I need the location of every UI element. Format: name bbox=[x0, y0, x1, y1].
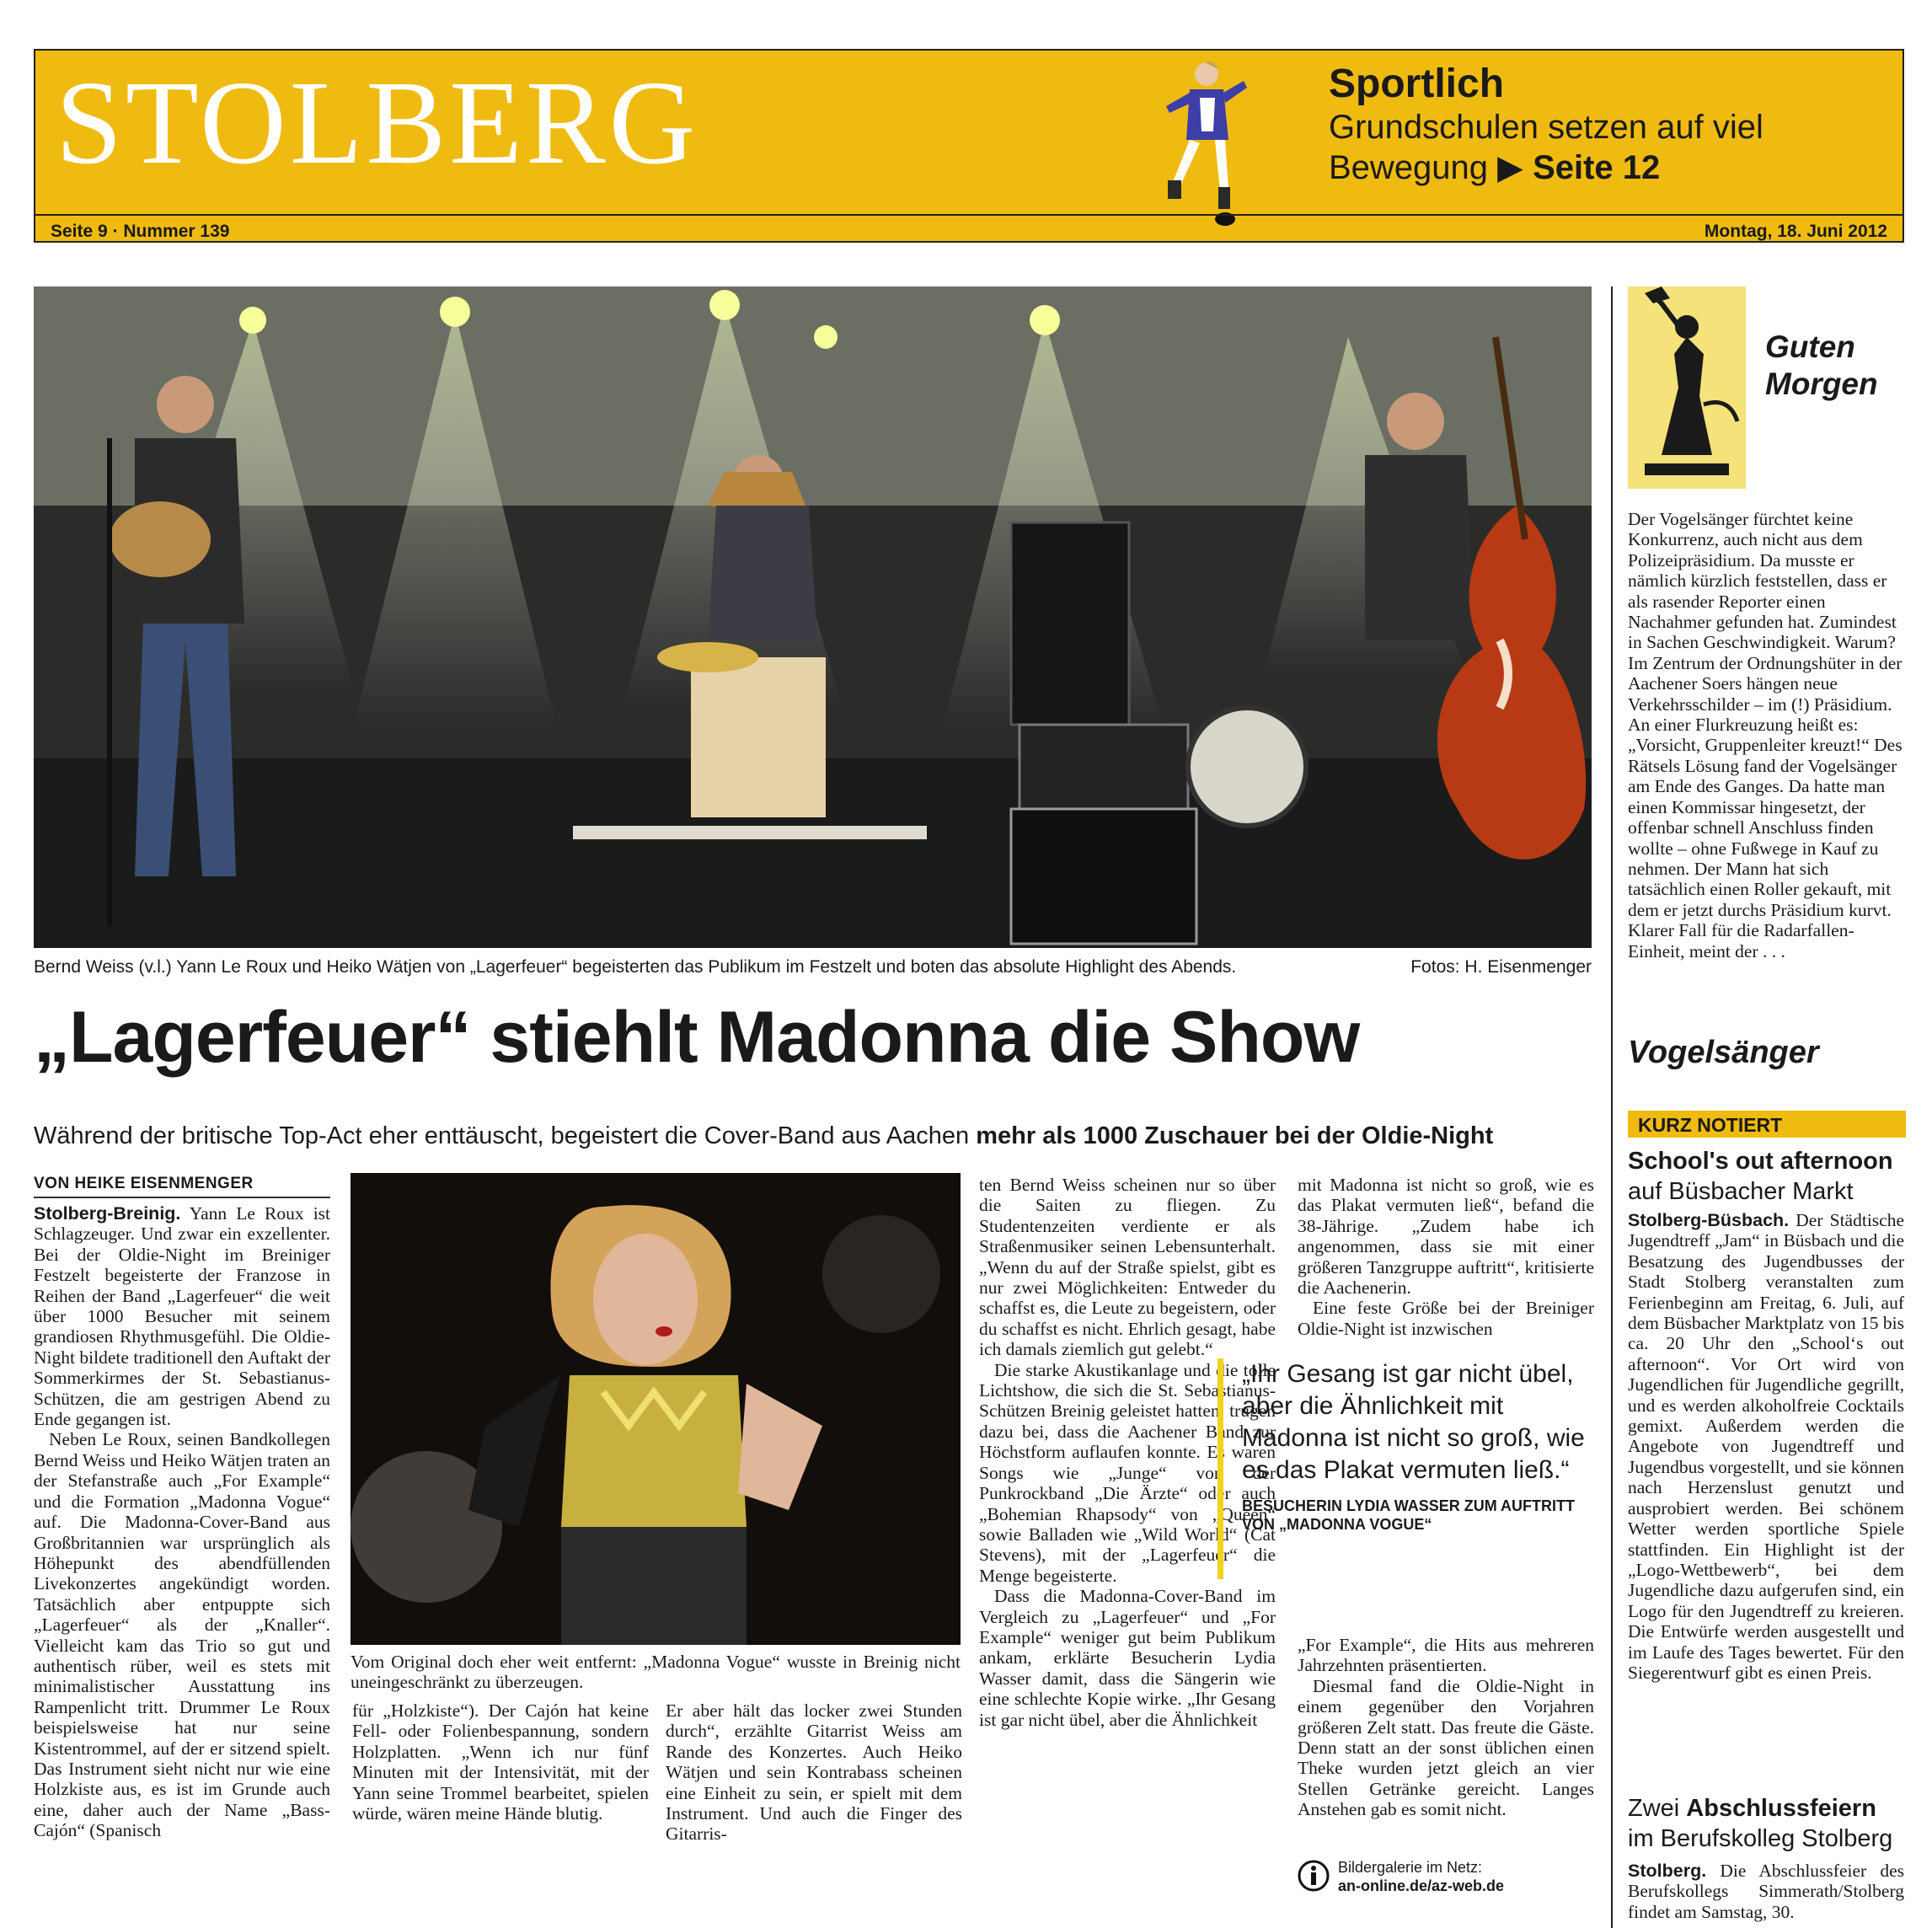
guten-morgen-text bbox=[1628, 509, 1904, 961]
paragraph: mit Madonna ist nicht so groß, wie es das Plakat vermuten ließ“, befand die 38-Jährige. „Zudem habe ich angenommen, dass sie mit einer größeren Tanzgruppe auftritt“, kritisierte die Aachenerin. bbox=[1298, 1175, 1594, 1299]
brief-2-headline bbox=[1628, 1793, 1892, 1854]
brief-1-text bbox=[1628, 1210, 1904, 1683]
title-line: Guten bbox=[1765, 329, 1855, 364]
column-divider bbox=[1611, 287, 1613, 1928]
madonna-photo-caption bbox=[351, 1652, 961, 1693]
gallery-url[interactable]: an-online.de/az-web.de bbox=[1338, 1877, 1505, 1894]
page-info: Seite 9 · Nummer 139 bbox=[51, 222, 230, 241]
article-headline: „Lagerfeuer“ stiehlt Madonna die Show bbox=[34, 997, 1360, 1078]
article-subhead bbox=[34, 1122, 1493, 1150]
guten-morgen-title bbox=[1765, 329, 1878, 403]
article-column-3 bbox=[666, 1700, 962, 1845]
paragraph: „For Example“, die Hits aus mehreren Jahrzehnten präsentierten. bbox=[1298, 1635, 1594, 1676]
paragraph: für „Holzkiste“). Der Cajón hat keine Fell- oder Folienbespannung, sondern Holzplatten. „Wenn ich nur fünf Minuten mit der Intensivität, mit der Yann seine Trommel bearbeitet, spielen würde, wären meine Hände blutig. bbox=[352, 1700, 649, 1824]
madonna-vogue-photo bbox=[351, 1173, 961, 1645]
issue-date: Montag, 18. Juni 2012 bbox=[1704, 222, 1887, 241]
brief-1-headline-bold: School's out afternoon bbox=[1628, 1148, 1893, 1175]
title-line: Morgen bbox=[1765, 367, 1878, 401]
kurz-notiert-label: KURZ NOTIERT bbox=[1638, 1114, 1783, 1136]
paragraph: Neben Le Roux, seinen Bandkollegen Bernd Weiss und Heiko Wätjen traten an der Stefanstraße auch „For Example“ und die Formation „Madonna Vogue“ auf. Die Madonna-Cover-Band aus Großbritannien war ursprünglich als Höhepunkt des abendfüllenden Livekonzertes angekündigt worden. Tatsächlich aber entpuppte sich „Lagerfeuer“ als der „Knaller“. Vielleicht kam das Trio so gut und authentisch rüber, weil es stets mit minimalistischer Ausstattung ins Rampenlicht tritt. Drummer Le Roux beispielsweise hat nur seine Kistentrommel, auf der er sitzend spielt. Das Instrument sieht nicht nur wie eine Holzkiste aus, es ist im Grunde auch eine, daher auch der Name „Bass-Cajón“ (Spanisch bbox=[34, 1429, 330, 1841]
subhead-highlight: mehr als 1000 Zuschauer bei der Oldie-Night bbox=[976, 1122, 1494, 1149]
masthead-banner bbox=[34, 49, 1904, 243]
brief-2-text bbox=[1628, 1861, 1904, 1922]
teaser-line-2-text: Bewegung bbox=[1329, 149, 1489, 187]
teaser-page-ref[interactable]: Seite 12 bbox=[1533, 149, 1661, 187]
info-icon bbox=[1298, 1860, 1330, 1892]
teaser-kicker: Sportlich bbox=[1329, 62, 1505, 106]
byline: VON HEIKE EISENMENGER bbox=[34, 1175, 330, 1198]
paragraph: Er aber hält das locker zwei Stunden durch“, erzählte Gitarrist Weiss am Rande des Konzertes. Auch Heiko Wätjen und sein Kontrabass scheinen eine Einheit zu sein, er spielt mit dem Instrument. Und auch die Finger des Gitarris- bbox=[666, 1700, 962, 1845]
teaser-line-1: Grundschulen setzen auf viel bbox=[1329, 109, 1763, 147]
subhead-text: Während der britische Top-Act eher enttäuscht, begeistert die Cover-Band aus Aachen bbox=[34, 1122, 977, 1149]
brief-1-headline bbox=[1628, 1146, 1893, 1207]
paragraph: Dass die Madonna-Cover-Band im Vergleich zu „Lagerfeuer“ und „For Example“ weniger gut beim Publikum ankam, erklärte Besucherin Lydia Wasser damit, dass die Sängerin wie eine schlechte Kopie wirke. „Ihr Gesang ist gar nicht übel, aber die Ähnlichkeit bbox=[979, 1586, 1276, 1730]
caption-text: Vom Original doch eher weit entfernt: „Madonna Vogue“ wusste in Breinig nicht uneingeschränkt zu überzeugen. bbox=[351, 1652, 961, 1693]
soccer-kid-photo bbox=[1156, 56, 1249, 233]
info-row bbox=[35, 214, 1903, 244]
paragraph: Die starke Akustikanlage und die tolle Lichtshow, die sich die St. Sebastianus-Schützen Breinig geleistet hatten, trugen dazu bei, dass die Aachener Band zur Höchstform auflaufen konnte. Es waren Songs wie „Junge“ von der Punkrockband „Die Ärzte“ oder auch „Bohemian Rhapsody“ von „Queen“ sowie Balladen wie „Wild World“ (Cat Stevens), mit der „Lagerfeuer“ die Menge begeisterte. bbox=[979, 1359, 1276, 1586]
brief-2-body: Die Abschlussfeier des Berufskollegs Simmerath/Stolberg findet am Samstag, 30. bbox=[1628, 1861, 1905, 1922]
gallery-text bbox=[1338, 1858, 1504, 1895]
paragraph: Eine feste Größe bei der Breiniger Oldie-Night ist inzwischen bbox=[1298, 1298, 1594, 1339]
caption-text: Bernd Weiss (v.l.) Yann Le Roux und Heiko Wätjen von „Lagerfeuer“ begeisterten das Publikum im Festzelt und boten das absolute Highlight des Abends. bbox=[34, 957, 1237, 977]
paragraph: Diesmal fand die Oldie-Night in einem gegenüber den Vorjahren größeren Zelt statt. Das freute die Gäste. Denn statt an der sonst üblichen einen Theke wurden jetzt gleich an vier Stellen Getränke gereicht. Langes Anstehen gab es somit nicht. bbox=[1298, 1675, 1594, 1820]
paragraph-text: Yann Le Roux ist Schlagzeuger. Und zwar ein exzellenter. Bei der Oldie-Night im Breiniger Festzelt begeisterte der Franzose in Reihen der Band „Lagerfeuer“ die weit über 1000 Besucher mit seinem grandiosen Rhythmusgefühl. Die Oldie-Night bildete traditionell den Auftakt der Sommerkirmes der St. Sebastianus-Schützen, die am gestrigen Abend zu Ende gegangen ist. bbox=[34, 1203, 331, 1430]
pull-quote bbox=[1218, 1358, 1606, 1579]
article-column-1 bbox=[34, 1203, 330, 1841]
quote-source: BESUCHERIN LYDIA WASSER ZUM AUFTRITT VON „MADONNA VOGUE“ bbox=[1242, 1497, 1576, 1533]
brief-2-headline-bold: Abschlussfeiern bbox=[1686, 1795, 1876, 1822]
column-signature: Vogelsänger bbox=[1628, 1035, 1819, 1070]
dateline: Stolberg-Breinig. bbox=[34, 1203, 181, 1224]
brief-1-body: Der Städtische Jugendtreff „Jam“ in Büsbach und die Besatzung des Jugendbusses der Stadt Stolberg veranstalten zum Ferienbeginn am Freitag, 6. Juli, auf dem Büsbacher Marktplatz von 15 bis ca. 20 Uhr den „School‘s out afternoon“. Vor Ort wird von Jugendlichen für Jugendliche gegrillt, und es werden alkoholfreie Cocktails gemixt. Außerdem werden die Angebote von Jugendtreff und Jugendbus vorgestellt, und sie können nach Herzenslust genutzt und ausprobiert werden. Bei schönem Wetter werden sportliche Spiele stattfinden. Ein Highlight ist der „Logo-Wettbewerb“, bei dem Jugendliche dazu aufgerufen sind, ein Logo für den Jugendtreff zu kreieren. Die Entwürfe werden ausgestellt und im Laufe des Tages bewertet. Für den Siegerentwurf gibt es einen Preis. bbox=[1628, 1210, 1904, 1683]
arrow-right-icon: ▶ bbox=[1497, 149, 1523, 187]
band-stage-photo bbox=[34, 287, 1592, 948]
teaser-box[interactable] bbox=[1329, 61, 1763, 188]
photo-credit: Fotos: H. Eisenmenger bbox=[1410, 957, 1592, 977]
paragraph bbox=[34, 1203, 330, 1429]
vogelsaenger-illustration bbox=[1628, 287, 1746, 489]
brief-2-headline-pre: Zwei bbox=[1628, 1795, 1687, 1822]
brief-2-headline-rest: im Berufskolleg Stolberg bbox=[1628, 1825, 1893, 1852]
brief-1-headline-rest: auf Büsbacher Markt bbox=[1628, 1178, 1854, 1205]
quote-text: „Ihr Gesang ist gar nicht übel, aber die Ähnlichkeit mit Madonna ist nicht so groß, wie es das Plakat vermuten ließ.“ bbox=[1242, 1360, 1585, 1484]
article-column-5 bbox=[1298, 1175, 1594, 1339]
dateline: Stolberg-Büsbach. bbox=[1628, 1210, 1790, 1230]
article-column-6 bbox=[1298, 1635, 1594, 1820]
teaser-line-2 bbox=[1329, 147, 1763, 188]
masthead-title: STOLBERG bbox=[56, 56, 699, 189]
paragraph: Der Vogelsänger fürchtet keine Konkurrenz, auch nicht aus dem Polizeipräsidium. Da musste er nämlich kürzlich feststellen, dass er als rasender Reporter einen Nachahmer gefunden hat. Zumindest in Sachen Geschwindigkeit. Warum? Im Zentrum der Ordnungshüter in der Aachener Soers hängen neue Verkehrsschilder – im (!) Präsidium. An einer Flurkreuzung heißt es: „Vorsicht, Gruppenleiter kreuzt!“ Des Rätsels Lösung fand der Vogelsänger am Ende des Ganges. Da hatte man einen Kommissar hingesetzt, der offenbar schnell Anschluss finden wollte – ohne Fußwege in Kauf zu nehmen. Der Mann hat sich tatsächlich einen Roller gekauft, mit dem er jetzt durchs Präsidium kurvt. Klarer Fall für die Radarfallen-Einheit, meint der . . . bbox=[1628, 509, 1903, 961]
main-photo-caption bbox=[34, 957, 1592, 977]
gallery-label: Bildergalerie im Netz: bbox=[1338, 1859, 1483, 1876]
article-column-2 bbox=[352, 1700, 649, 1824]
dateline: Stolberg. bbox=[1628, 1861, 1707, 1881]
paragraph: ten Bernd Weiss scheinen nur so über die Saiten zu fliegen. Zu Studentenzeiten verdiente er als Straßenmusiker seinen Lebensunterhalt. „Wenn du auf der Straße spielst, gibt es nur zwei Möglichkeiten: Entweder du schaffst es, die Leute zu begeistern, oder du schaffst es nicht. Ehrlich gesagt, habe ich damals ziemlich gut gelebt.“ bbox=[979, 1175, 1276, 1360]
